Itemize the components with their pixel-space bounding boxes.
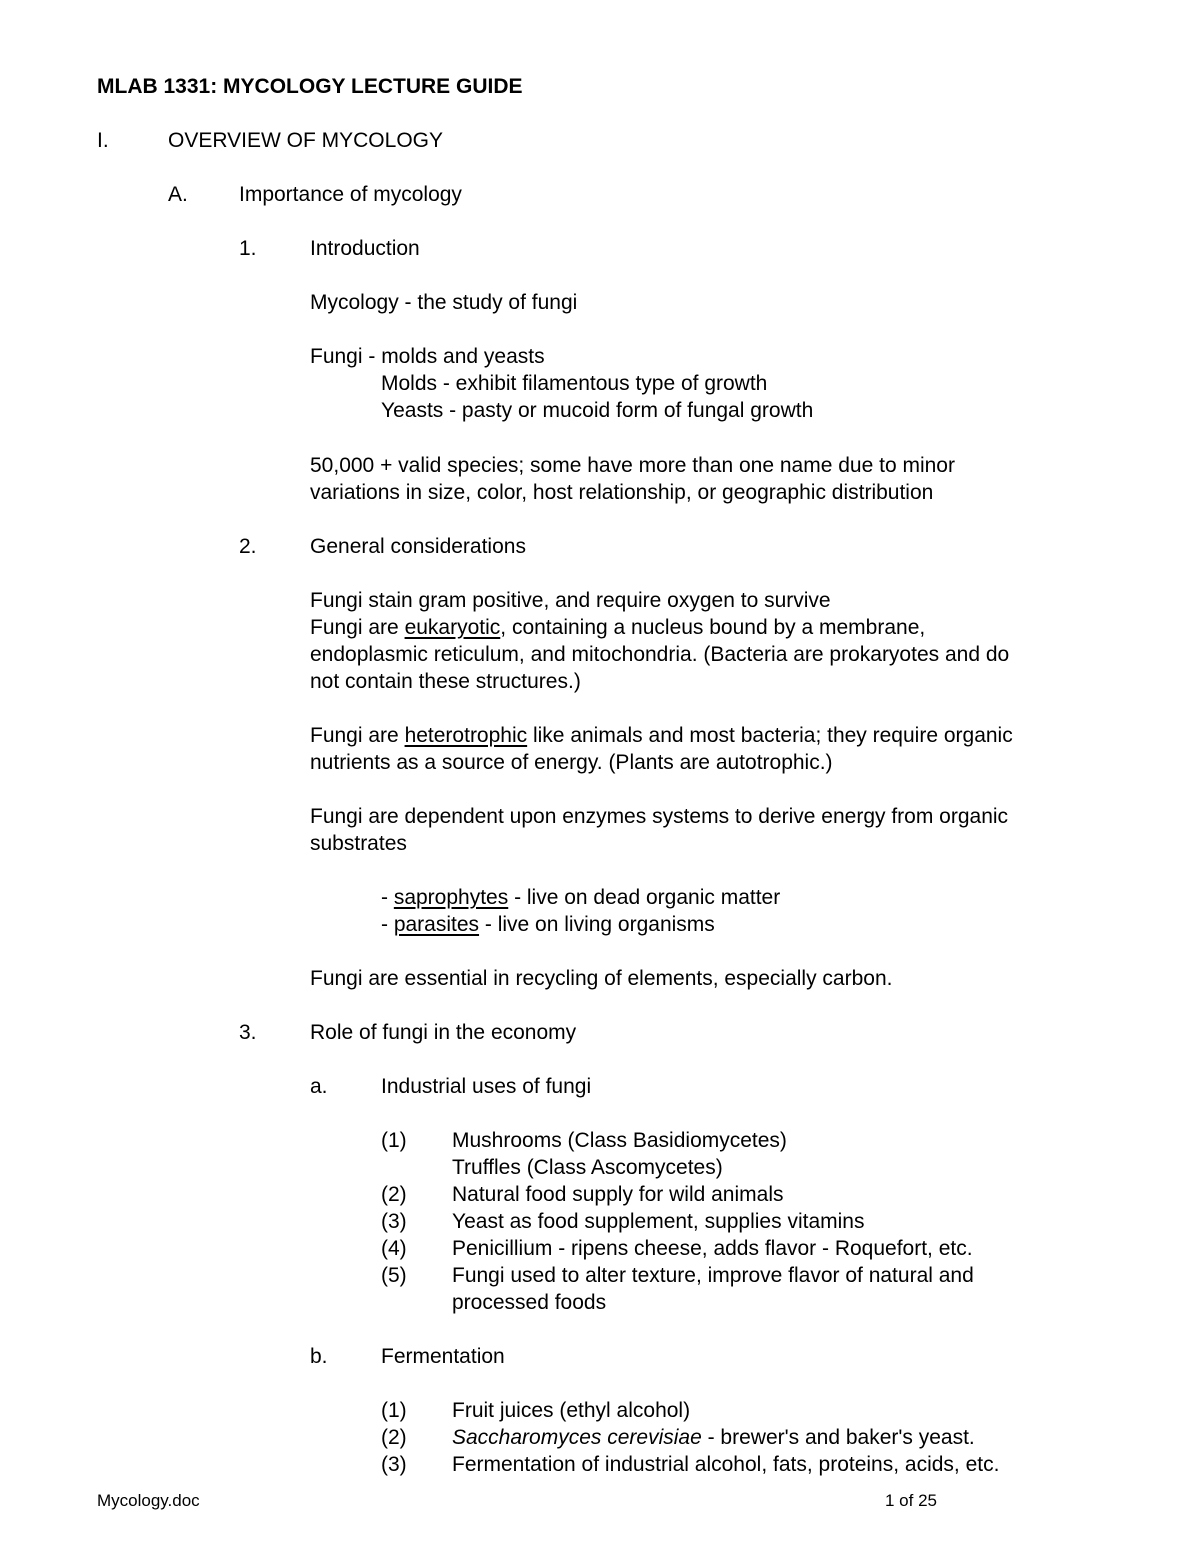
list-item: Fungi used to alter texture, improve flavor of natural and: [452, 1264, 974, 1287]
text-line: [310, 722, 1013, 749]
subsection-title: Importance of mycology: [239, 183, 462, 206]
text-segment: -: [381, 913, 394, 936]
underlined-term: parasites: [393, 913, 480, 936]
footer-filename: Mycology.doc: [97, 1491, 200, 1510]
list-item: Yeast as food supplement, supplies vitamins: [452, 1210, 865, 1233]
list-item: Mushrooms (Class Basidiomycetes): [452, 1129, 787, 1152]
item-heading: General considerations: [310, 535, 526, 558]
list-item: processed foods: [452, 1291, 607, 1314]
list-number: (2): [381, 1426, 407, 1449]
text-segment: - live on living organisms: [479, 913, 715, 936]
list-item: [452, 1424, 975, 1451]
text-line: Mycology - the study of fungi: [310, 291, 578, 314]
subitem-heading: Fermentation: [381, 1345, 505, 1368]
list-item: Penicillium - ripens cheese, adds flavor - Roquefort, etc.: [452, 1237, 973, 1260]
text-line: endoplasmic reticulum, and mitochondria. (Bacteria are prokaryotes and do: [310, 643, 1010, 666]
list-number: (1): [381, 1129, 407, 1152]
text-line: [381, 911, 715, 938]
text-line: Fungi stain gram positive, and require oxygen to survive: [310, 589, 831, 612]
item-number: 2.: [239, 535, 257, 558]
text-line: not contain these structures.): [310, 670, 581, 693]
text-segment: - brewer's and baker's yeast.: [701, 1426, 975, 1449]
text-line: [310, 614, 925, 641]
text-line: [381, 884, 780, 911]
subitem-letter: b.: [310, 1345, 328, 1368]
text-line: Fungi - molds and yeasts: [310, 345, 545, 368]
text-line: substrates: [310, 832, 407, 855]
section-title: OVERVIEW OF MYCOLOGY: [168, 129, 443, 152]
subsection-number: A.: [168, 183, 188, 206]
underlined-term: eukaryotic: [404, 616, 501, 639]
list-number: (3): [381, 1210, 407, 1233]
subitem-heading: Industrial uses of fungi: [381, 1075, 592, 1098]
text-line: nutrients as a source of energy. (Plants are autotrophic.): [310, 751, 833, 774]
list-item: Natural food supply for wild animals: [452, 1183, 784, 1206]
list-number: (3): [381, 1453, 407, 1476]
text-line: Fungi are dependent upon enzymes systems to derive energy from organic: [310, 805, 1009, 828]
item-number: 1.: [239, 237, 257, 260]
text-segment: Fungi are: [310, 616, 405, 639]
list-number: (2): [381, 1183, 407, 1206]
subitem-letter: a.: [310, 1075, 328, 1098]
document-title: MLAB 1331: MYCOLOGY LECTURE GUIDE: [97, 75, 523, 98]
text-segment: -: [381, 886, 394, 909]
list-number: (1): [381, 1399, 407, 1422]
species-name: Saccharomyces cerevisiae: [452, 1426, 702, 1449]
text-segment: - live on dead organic matter: [508, 886, 781, 909]
list-item: Truffles (Class Ascomycetes): [452, 1156, 723, 1179]
text-line: 50,000 + valid species; some have more than one name due to minor: [310, 454, 955, 477]
text-line: Fungi are essential in recycling of elements, especially carbon.: [310, 967, 893, 990]
list-item: Fermentation of industrial alcohol, fats, proteins, acids, etc.: [452, 1453, 1000, 1476]
item-heading: Role of fungi in the economy: [310, 1021, 577, 1044]
section-number: I.: [97, 129, 109, 152]
underlined-term: heterotrophic: [404, 724, 528, 747]
text-segment: like animals and most bacteria; they require organic: [527, 724, 1013, 747]
list-number: (4): [381, 1237, 407, 1260]
list-number: (5): [381, 1264, 407, 1287]
text-line: Molds - exhibit filamentous type of growth: [381, 372, 768, 395]
item-number: 3.: [239, 1021, 257, 1044]
item-heading: Introduction: [310, 237, 420, 260]
text-segment: Fungi are: [310, 724, 405, 747]
text-segment: , containing a nucleus bound by a membrane,: [500, 616, 926, 639]
underlined-term: saprophytes: [393, 886, 509, 909]
text-line: Yeasts - pasty or mucoid form of fungal growth: [381, 399, 814, 422]
footer-page-number: 1 of 25: [885, 1491, 937, 1510]
list-item: Fruit juices (ethyl alcohol): [452, 1399, 691, 1422]
text-line: variations in size, color, host relationship, or geographic distribution: [310, 481, 934, 504]
